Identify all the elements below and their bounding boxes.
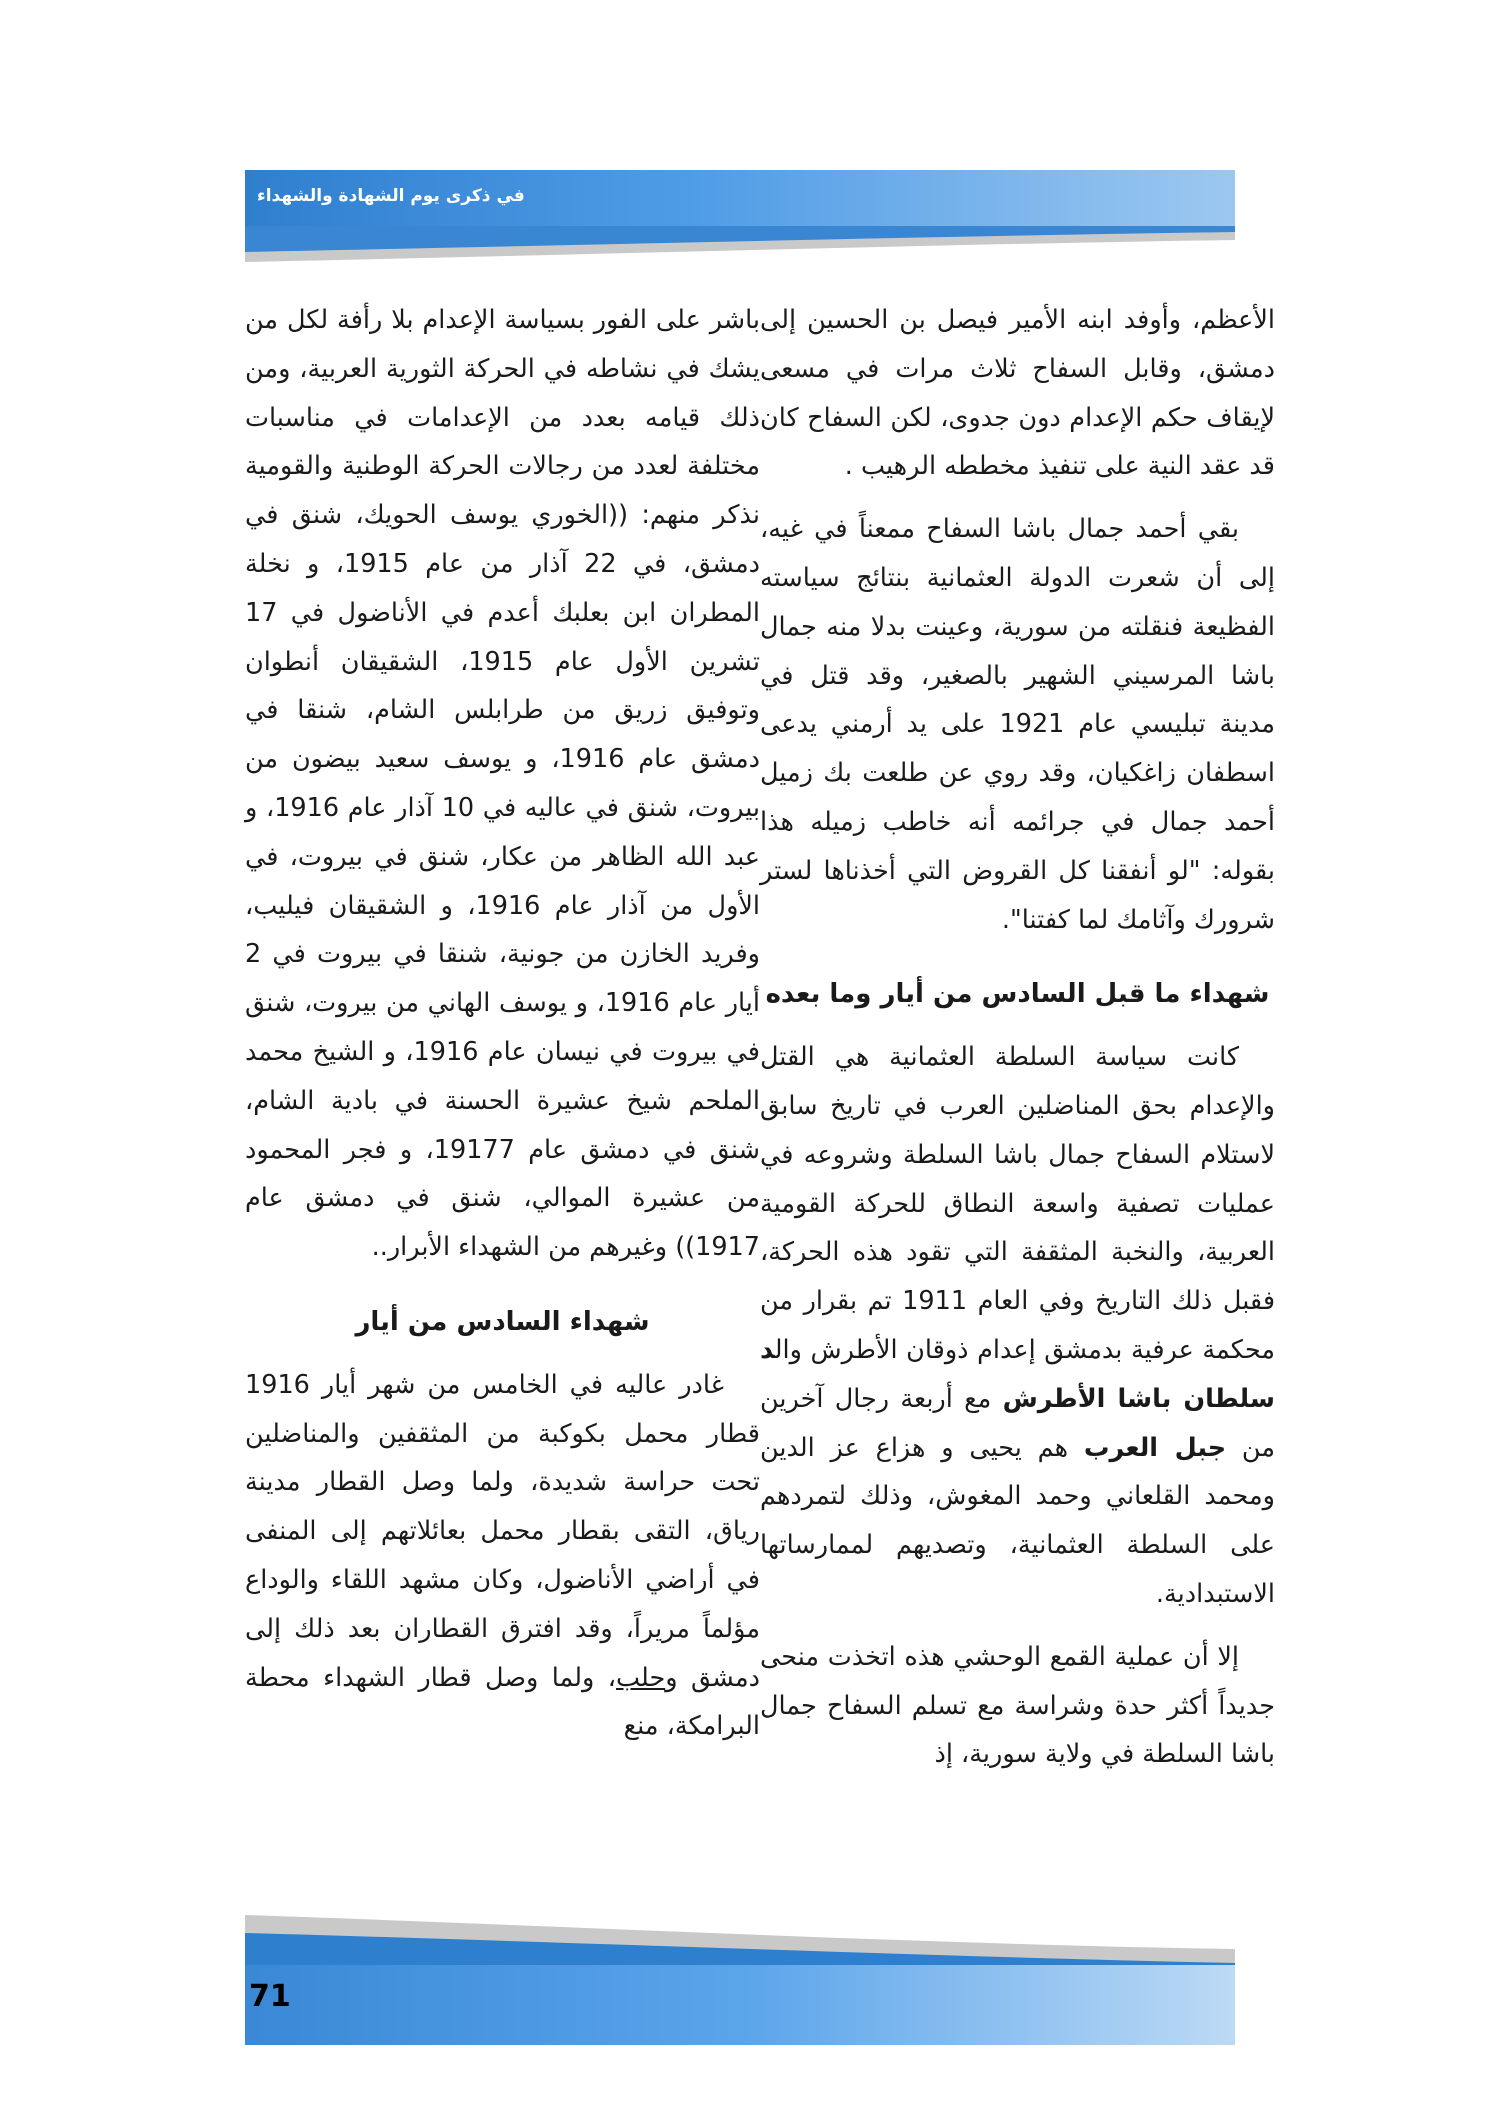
left-paragraph-2 <box>245 1361 760 1751</box>
right-paragraph-2: بقي أحمد جمال باشا السفاح ممعناً في غيه، إلى أن شعرت الدولة العثمانية بنتائج سياسته الفظيعة فنقلته من سورية، وعينت بدلا منه جمال باشا المرسيني الشهير بالصغير، وقد قتل في مدينة تبليسي عام 1921 على يد أرمني يدعى اسطفان زاغكيان، وقد روي عن طلعت بك زميل أحمد جمال في جرائمه أنه خاطب زميله هذا بقوله: "لو أنفقنا كل القروض التي أخذناها لستر شرورك وآثامك لما كفتنا". <box>760 514 1275 935</box>
header-title: في ذكرى يوم الشهادة والشهداء <box>257 186 525 206</box>
p3-text-cont: مع أربعة رجال آخرين من <box>760 1383 1275 1463</box>
p2-underlined-city: حلب <box>615 1662 666 1693</box>
right-paragraph-4: إلا أن عملية القمع الوحشي هذه اتخذت منحى جديداً أكثر حدة وشراسة مع تسلم السفاح جمال باشا السلطة في ولاية سورية، إذ <box>760 1641 1275 1770</box>
left-paragraph-1: باشر على الفور بسياسة الإعدام بلا رأفة لكل من يشك في نشاطه في الحركة الثورية العربية، ومن ذلك قيامه بعدد من الإعدامات في مناسبات مختلفة لعدد من رجالات الحركة الوطنية والقومية نذكر منهم: ((الخوري يوسف الحويك، شنق في دمشق، في 22 آذار من عام 1915، و نخلة المطران ابن بعلبك أعدم في الأناضول في 17 تشرين الأول عام 1915، الشقيقان أنطوان وتوفيق زريق من طرابلس الشام، شنقا في دمشق عام 1916، و يوسف سعيد بيضون من بيروت، شنق في عاليه في 10 آذار عام 1916، و عبد الله الظاهر من عكار، شنق في بيروت، في الأول من آذار عام 1916، و الشقيقان فيليب، وفريد الخازن من جونية، شنقا في بيروت في 2 أيار عام 1916، و يوسف الهاني من بيروت، شنق في بيروت في نيسان عام 1916، و الشيخ محمد الملحم شيخ عشيرة الحسنة في بادية الشام، شنق في دمشق عام 19177، و فجر المحمود من عشيرة الموالي، شنق في دمشق عام 1917)) وغيرهم من الشهداء الأبرار.. <box>245 305 761 1263</box>
p3-text-end: هم يحيى و هزاع عز الدين ومحمد القلعاني وحمد المغوش، وذلك لتمردهم على السلطة العثمانية، وتصديهم لممارساتها الاستبدادية. <box>760 1432 1275 1609</box>
page-header <box>245 170 1235 262</box>
section-heading-sixth-may: شهداء السادس من أيار <box>355 1306 650 1337</box>
page-footer <box>245 1905 1235 2045</box>
p3-bold-place: جبل العرب <box>1083 1432 1227 1463</box>
p2-text-end: ، ولما وصل قطار الشهداء محطة البرامكة، منع <box>245 1662 760 1742</box>
p3-text: كانت سياسة السلطة العثمانية هي القتل والإعدام بحق المناضلين العرب في تاريخ سابق لاستلام السفاح جمال باشا السلطة وشروعه في عمليات تصفية واسعة النطاق للحركة القومية العربية، والنخبة المثقفة التي تقود هذه الحركة، فقبل ذلك التاريخ وفي العام 1911 تم بقرار من محكمة عرفية بدمشق إعدام ذوقان الأطرش وال <box>760 1042 1276 1365</box>
p2-text: غادر عاليه في الخامس من شهر أيار 1916 قطار محمل بكوكبة من المثقفين والمناضلين تحت حراسة شديدة، ولما وصل القطار مدينة رياق، التقى بقطار محمل بعائلاتهم إلى المنفى في أراضي الأناضول، وكان مشهد اللقاء والوداع مؤلماً مريراً، وقد افترق القطاران بعد ذلك إلى دمشق و <box>245 1369 760 1693</box>
right-paragraph-3 <box>760 1033 1275 1619</box>
left-column <box>245 296 760 1751</box>
footer-bar <box>245 1965 1235 2045</box>
right-column <box>760 296 1275 1779</box>
right-paragraph-1: الأعظم، وأوفد ابنه الأمير فيصل بن الحسين إلى دمشق، وقابل السفاح ثلاث مرات في مسعى لإيقاف حكم الإعدام دون جدوى، لكن السفاح كان قد عقد النية على تنفيذ مخططه الرهيب . <box>760 305 1275 482</box>
header-swoosh <box>245 226 1235 262</box>
page-number: 71 <box>249 1979 291 2014</box>
section-heading-before-after: شهداء ما قبل السادس من أيار وما بعده <box>765 979 1270 1010</box>
p3-bold-name: د سلطان باشا الأطرش <box>760 1334 1275 1414</box>
